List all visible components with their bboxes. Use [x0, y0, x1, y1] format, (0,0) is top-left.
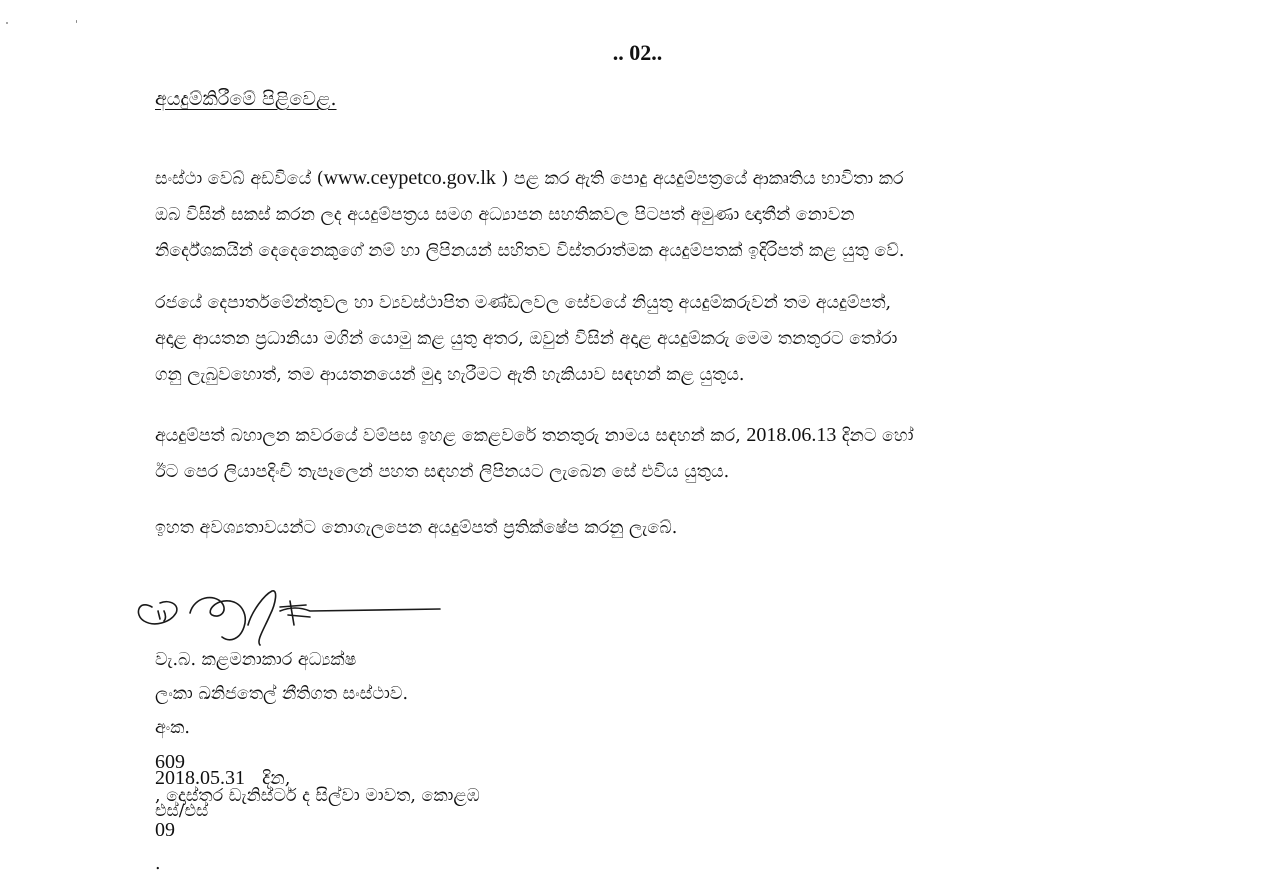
page-number: .. 02.. [612, 40, 663, 65]
scan-speck [76, 20, 77, 23]
section-heading: අයදුම්කිරීමේ පිළිවෙළ. [155, 88, 337, 110]
paragraph-line: ඊට පෙර ලියාපදිංචි තැපෑලෙන් පහත සඳහන් ලිපිනයට ලැබෙන සේ එවිය යුතුය. [155, 462, 730, 482]
reference-initials: එස්/එස් [155, 801, 209, 821]
paragraph-government-employees [155, 285, 1155, 393]
signatory-title: වැ.බ. කළමනාකාර අධ්‍යක්ෂ [155, 650, 357, 670]
signatory-organization: ලංකා ඛනිජතෙල් නීතිගත සංස්ථාව. [155, 684, 409, 704]
paragraph-line: සංස්ථා වෙබ් අඩවියේ (www.ceypetco.gov.lk ) පළ කර ඇති පොදු අයදුම්පත්‍රයේ ආකෘතිය භාවිතා කර [155, 167, 904, 189]
date-suffix: දින, [262, 768, 291, 789]
scan-speck [6, 22, 8, 24]
paragraph-rejection-notice [155, 510, 1155, 546]
paragraph-application-form [155, 160, 1155, 269]
paragraph-submission-deadline [155, 417, 1155, 490]
paragraph-line: නිර්දේශකයින් දෙදෙනෙකුගේ නම් හා ලිපිනයන් සහිතව විස්තරාත්මක අයදුම්පතක් ඉදිරිපත් කළ යුතු වේ. [155, 241, 905, 261]
website-url: www.ceypetco.gov.lk [323, 167, 496, 189]
deadline-date: 2018.06.13 [746, 424, 837, 446]
signatory-block [155, 643, 480, 881]
paragraph-line: අයදුම්පත් බහාලන කවරයේ වම්පස ඉහළ කෙළවරේ තනතුරු නාමය සඳහන් කර, 2018.06.13 දිනට හෝ [155, 424, 914, 446]
document-date [155, 767, 291, 790]
date-value: 2018.05.31 [155, 767, 245, 789]
paragraph-line: අදාළ ආයතන ප්‍රධානියා මගින් යොමු කළ යුතු අතර, ඔවුන් විසින් අදාළ අයදුම්කරු මෙම තනතුරට තෝරා [155, 329, 898, 349]
paragraph-line: ගනු ලැබුවහොත්, තම ආයතනයෙන් මුදා හැරීමට ඇති හැකියාව සඳහන් කළ යුතුය. [155, 365, 745, 385]
paragraph-line: රජයේ දෙපාර්තමේන්තුවල හා ව්‍යවස්ථාපිත මණ්ඩලවල සේවයේ නියුතු අයදුම්කරුවන් තම අයදුම්පත්, [155, 293, 892, 313]
signatory-address: අංක. 609 , දොස්තර ඩැනිස්ටර් ද සිල්වා මාවත, කොළඹ 09 . [155, 718, 480, 874]
paragraph-line: ඉහත අවශ්‍යතාවයන්ට නොගැලපෙන අයදුම්පත් ප්‍රතික්ෂේප කරනු ලැබේ. [155, 518, 678, 538]
paragraph-line: ඔබ විසින් සකස් කරන ලද අයදුම්පත්‍රය සමග අධ්‍යාපන සහතිකවල පිටපත් අමුණා ඥාතීන් නොවන [155, 205, 855, 225]
